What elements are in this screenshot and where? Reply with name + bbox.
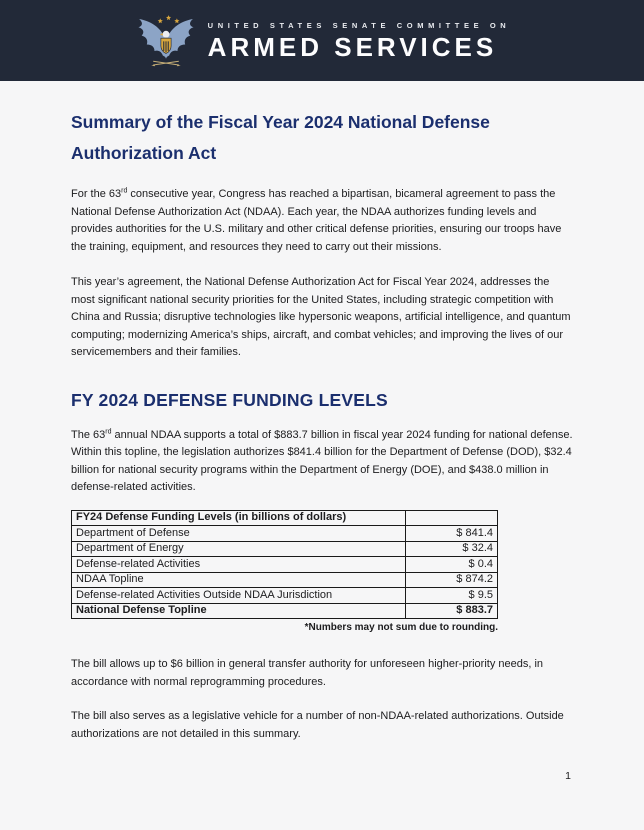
page-number: 1 (565, 770, 571, 782)
funding-row-label: Department of Defense (72, 526, 406, 542)
paragraph-intro-pre: For the 63 (71, 188, 122, 200)
funding-row-value: $ 0.4 (406, 557, 498, 573)
committee-header (0, 0, 644, 81)
funding-row-label: NDAA Topline (72, 572, 406, 588)
crossed-arrows (151, 61, 180, 66)
committee-eyebrow: UNITED STATES SENATE COMMITTEE ON (207, 21, 511, 30)
table-footnote: *Numbers may not sum due to rounding. (304, 622, 498, 633)
funding-table-header-label: FY24 Defense Funding Levels (in billions of dollars) (72, 510, 406, 526)
ordinal-superscript: rd (121, 187, 128, 195)
paragraph-topline (71, 427, 575, 497)
paragraph-transfer-authority: The bill allows up to $6 billion in general transfer authority for unforeseen higher-priority needs, in accordance with normal reprogramming procedures. (71, 658, 544, 688)
paragraph-topline-pre: The 63 (71, 428, 106, 441)
paragraph-outside-authorizations: The bill also serves as a legislative vehicle for a number of non-NDAA-related authorizations. Outside authorizations are not detailed in this summary. (71, 710, 564, 740)
funding-row-label: Defense-related Activities Outside NDAA Jurisdiction (72, 588, 406, 604)
funding-row-value: $ 9.5 (406, 588, 498, 604)
document-title: Summary of the Fiscal Year 2024 National Defense Authorization Act (71, 112, 490, 163)
funding-row-value: $ 32.4 (406, 541, 498, 557)
funding-row-label: Department of Energy (72, 541, 406, 557)
table-row-total (72, 603, 498, 619)
committee-wordmark (208, 21, 511, 60)
funding-row-value: $ 841.4 (406, 526, 498, 542)
table-row (72, 588, 498, 604)
funding-row-label: Defense-related Activities (72, 557, 406, 573)
funding-table-header-row (72, 510, 498, 526)
funding-table (71, 510, 498, 620)
paragraph-topline-post: annual NDAA supports a total of $883.7 billion in fiscal year 2024 funding for national defense. Within this topline, the legislation authorizes $841.4 billion for the Department of Defense (DOD), $32.4 billion for national security programs within the Department of Energy (DOE), and $438.0 million in defense-related activities. (71, 428, 573, 493)
paragraph-priorities: This year’s agreement, the National Defense Authorization Act for Fiscal Year 2024, addresses the most significant national security priorities for the United States, including strategic competition with China and Russia; disruptive technologies like hypersonic weapons, artificial intelligence, and quantum computing; modernizing America’s ships, aircraft, and combat vehicles; and improving the lives of our servicemembers and their families. (71, 276, 571, 358)
paragraph-intro (71, 186, 575, 256)
ordinal-superscript: rd (105, 427, 112, 435)
table-row (72, 572, 498, 588)
paragraph-intro-post: consecutive year, Congress has reached a bipartisan, bicameral agreement to pass the National Defense Authorization Act (NDAA). Each year, the NDAA authorizes funding levels and provides authorities for the U.S. military and other critical defense priorities, ensuring our troops have the training, equipment, and resources they need to carry out their missions. (71, 188, 562, 253)
senate-eagle-logo (134, 11, 198, 73)
funding-row-label: National Defense Topline (72, 603, 406, 619)
table-row (72, 526, 498, 542)
document-content (0, 107, 644, 743)
funding-table-header-value-cell (406, 510, 498, 526)
committee-name: ARMED SERVICES (207, 32, 498, 62)
funding-row-value: $ 874.2 (406, 572, 498, 588)
section-heading-funding-levels: FY 2024 DEFENSE FUNDING LEVELS (71, 389, 388, 410)
funding-row-value: $ 883.7 (406, 603, 498, 619)
table-row (72, 541, 498, 557)
table-row (72, 557, 498, 573)
committee-logo-group (134, 9, 511, 73)
